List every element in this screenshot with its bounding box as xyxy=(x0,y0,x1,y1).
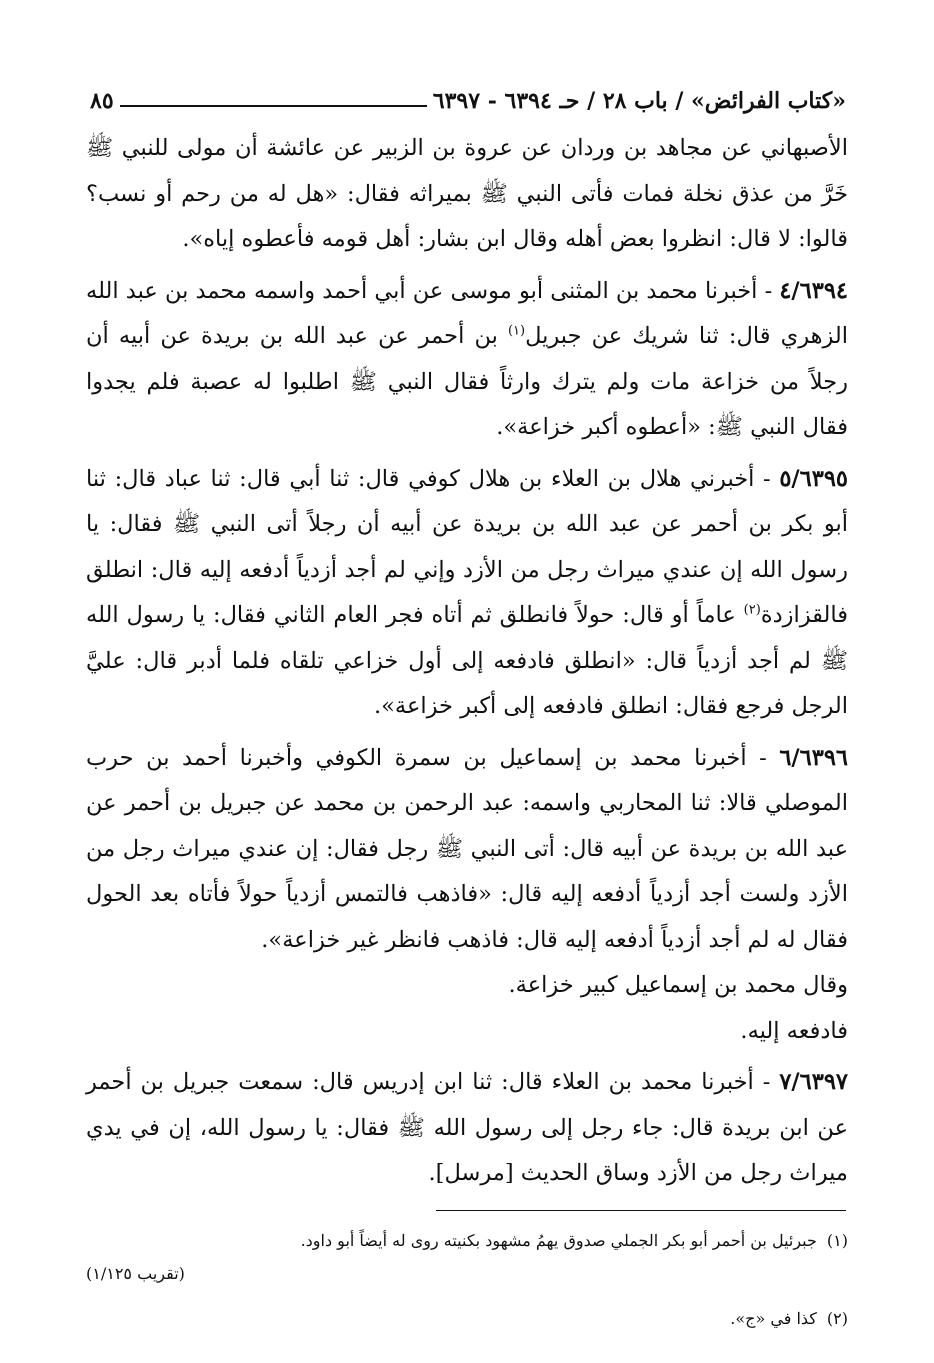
hadith-text: - أخبرني هلال بن العلاء بن هلال كوفي قال: ثنا أبي قال: ثنا عباد قال: ثنا أبو بكر بن أحمر عن عبد الله بن بريدة عن أبيه أن رجلاً أتى النبي ﷺ فقال: يا رسول الله إن عندي ميراث رجل من الأزد وإني لم أجد أزدياً أدفعه إليه قال: انطلق فالقزازدة xyxy=(86,465,848,628)
header-rule xyxy=(120,105,427,107)
footnote-text: جبرئيل بن أحمر أبو بكر الجملي صدوق يهمُ مشهود بكنيته روى له أيضاً أبو داود. xyxy=(300,1231,817,1250)
note-text: وقال محمد بن إسماعيل كبير خزاعة. xyxy=(508,972,848,998)
hadith-6394 xyxy=(86,269,848,451)
main-text xyxy=(86,126,848,1203)
footnotes xyxy=(86,1224,848,1335)
note-line xyxy=(86,963,848,1009)
note-line xyxy=(86,1009,848,1055)
footnote-1 xyxy=(86,1224,848,1257)
footnote-mark: (١) xyxy=(826,1231,848,1250)
footnote-source: (تقريب ١/١٢٥) xyxy=(86,1264,185,1283)
hadith-text-cont: عاماً أو قال: حولاً فانطلق ثم أتاه فجر العام الثاني فقال: يا رسول الله ﷺ لم أجد أزدياً قال: «انطلق فادفعه إلى أول خزاعي تلقاه فلما أدبر قال: عليَّ الرجل فرجع فقال: انطلق فادفعه إلى أكبر خزاعة». xyxy=(86,602,848,719)
hadith-number: ٥/٦٣٩٥ xyxy=(779,465,848,492)
hadith-text: - أخبرنا محمد بن العلاء قال: ثنا ابن إدريس قال: سمعت جبريل بن أحمر عن ابن بريدة قال: جاء رجل إلى رسول الله ﷺ فقال: يا رسول الله، إن في يدي ميراث رجل من الأزد وساق الحديث [مرسل]. xyxy=(86,1069,848,1186)
footnote-text: كذا في «ج». xyxy=(730,1309,817,1328)
hadith-text: - أخبرنا محمد بن إسماعيل بن سمرة الكوفي وأخبرنا أحمد بن حرب الموصلي قالا: ثنا المحاربي واسمه: عبد الرحمن بن محمد عن جبريل بن أحمر عن عبد الله بن بريدة عن أبيه قال: أتى النبي ﷺ رجل فقال: إن عندي ميراث رجل من الأزد ولست أجد أزدياً أدفعه إليه قال: «فاذهب فالتمس أزدياً حولاً فأتاه بعد الحول فقال له لم أجد أزدياً أدفعه إليه قال: فاذهب فانظر غير خزاعة». xyxy=(86,744,848,953)
footnote-ref-2[interactable]: (٢) xyxy=(743,602,761,618)
footnote-separator xyxy=(436,1210,846,1211)
hadith-6397 xyxy=(86,1060,848,1197)
hadith-number: ٦/٦٣٩٦ xyxy=(779,744,848,771)
footnote-2 xyxy=(86,1302,848,1335)
paragraph-text: الأصبهاني عن مجاهد بن وردان عن عروة بن الزبير عن عائشة أن مولى للنبي ﷺ خَرَّ من عذق نخلة فمات فأتى النبي ﷺ بميراثه فقال: «هل له من رحم أو نسب؟ قالوا: لا قال: انظروا بعض أهله وقال ابن بشار: أهل قومه فأعطوه إياه». xyxy=(86,135,848,252)
running-title: «كتاب الفرائض» / باب ٢٨ / حـ ٦٣٩٤ - ٦٣٩٧ xyxy=(432,88,846,114)
note-text: فادفعه إليه. xyxy=(740,1017,848,1044)
hadith-number: ٤/٦٣٩٤ xyxy=(779,277,848,304)
hadith-number: ٧/٦٣٩٧ xyxy=(779,1069,848,1095)
hadith-text: - أخبرنا محمد بن المثنى أبو موسى عن أبي أحمد واسمه محمد بن عبد الله الزهري قال: ثنا شريك عن جبريل xyxy=(86,277,848,349)
page-header xyxy=(90,78,846,114)
hadith-6396 xyxy=(86,736,848,964)
hadith-6395 xyxy=(86,457,848,730)
footnote-mark: (٢) xyxy=(826,1309,848,1328)
page-number: ٨٥ xyxy=(90,88,114,114)
paragraph-continuation xyxy=(86,126,848,263)
hadith-text-cont: بن أحمر عن عبد الله بن بريدة عن أبيه أن رجلاً من خزاعة مات ولم يترك وارثاً فقال النبي ﷺ اطلبوا له عصبة فلم يجدوا فقال النبي ﷺ: «أعطوه أكبر خزاعة». xyxy=(86,323,848,440)
footnote-ref-1[interactable]: (١) xyxy=(507,323,526,339)
